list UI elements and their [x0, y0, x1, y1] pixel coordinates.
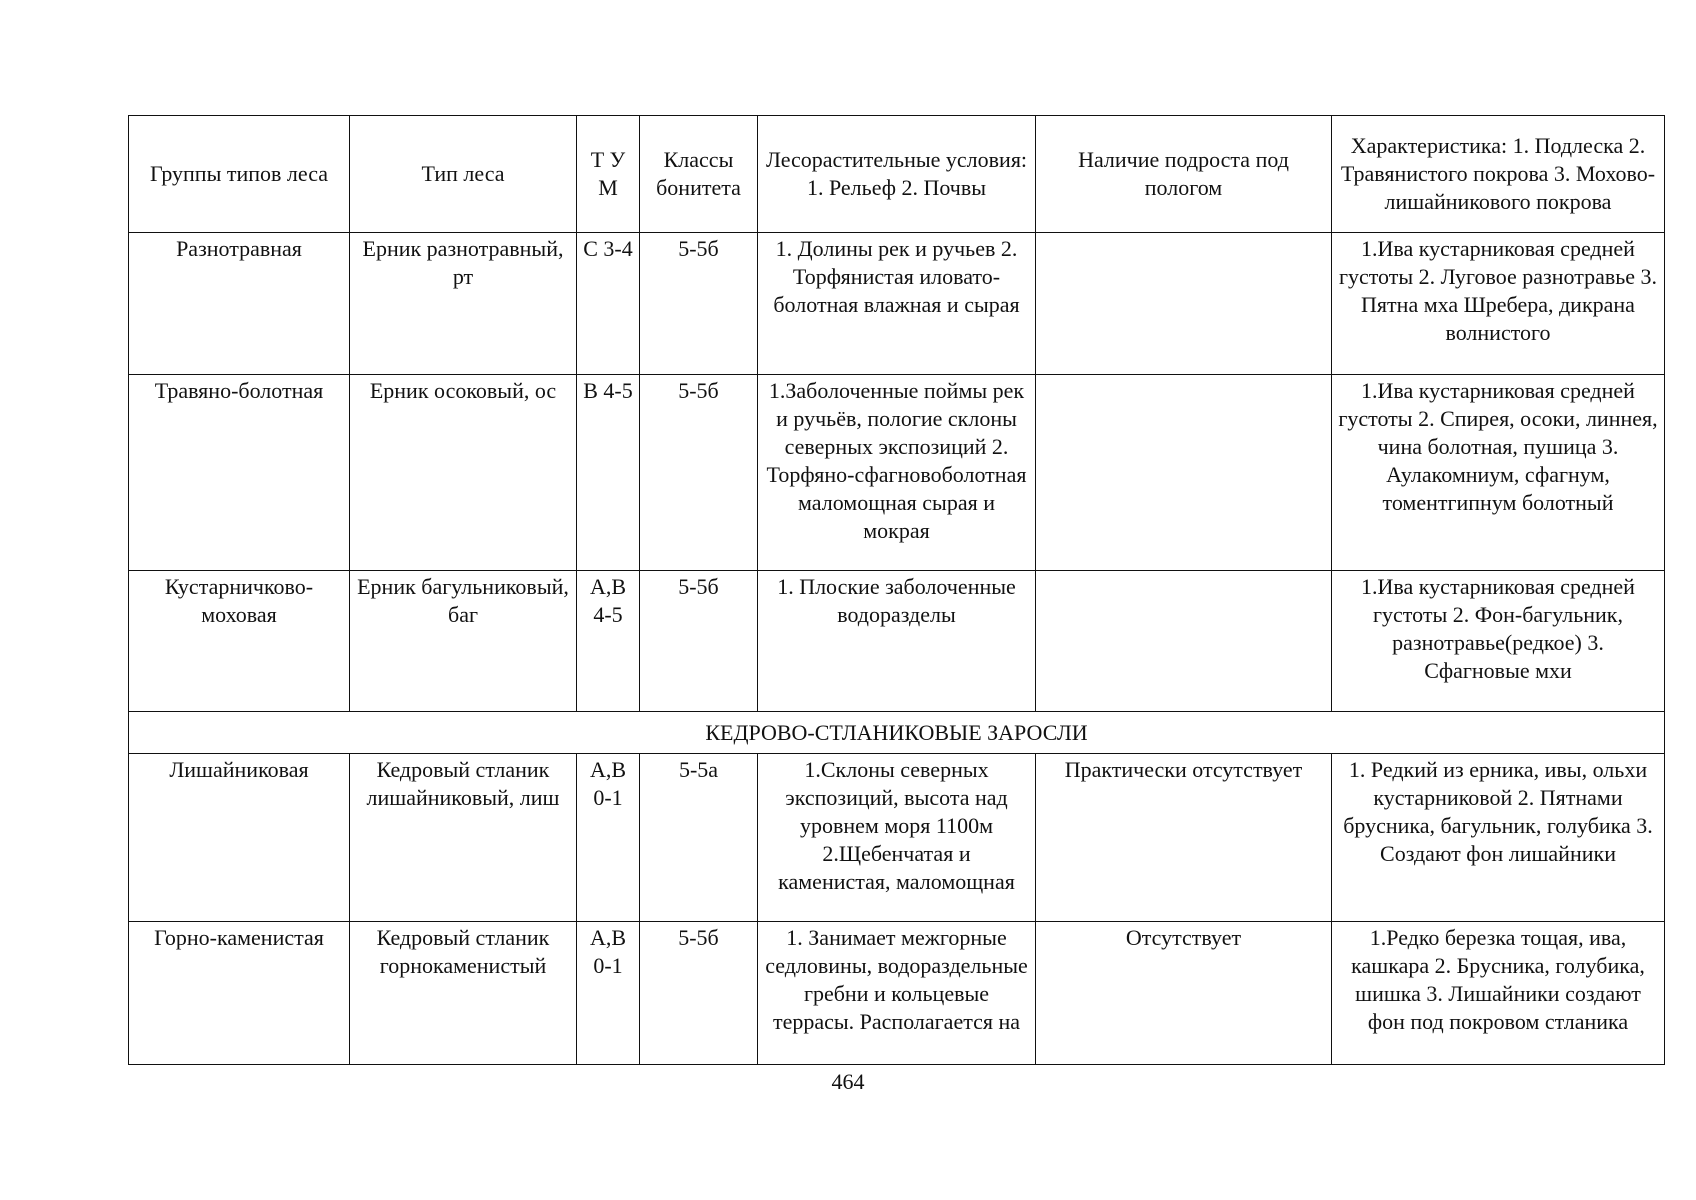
cell-tum: А,В 4-5: [577, 571, 640, 712]
cell-class: 5-5б: [640, 375, 758, 571]
cell-undergrowth: [1036, 375, 1332, 571]
cell-type: Ерник багульниковый, баг: [350, 571, 577, 712]
cell-group: Травяно-болотная: [129, 375, 350, 571]
section-title: КЕДРОВО-СТЛАНИКОВЫЕ ЗАРОСЛИ: [129, 712, 1665, 754]
cell-class: 5-5а: [640, 754, 758, 922]
cell-tum: С 3-4: [577, 233, 640, 375]
cell-class: 5-5б: [640, 922, 758, 1065]
cell-characteristic: 1. Редкий из ерника, ивы, ольхи кустарниковой 2. Пятнами брусника, багульник, голубика 3. Создают фон лишайники: [1332, 754, 1665, 922]
table-row: [129, 754, 1665, 922]
header-undergrowth: Наличие подроста под пологом: [1036, 116, 1332, 233]
header-forest-type: Тип леса: [350, 116, 577, 233]
section-row: [129, 712, 1665, 754]
cell-class: 5-5б: [640, 233, 758, 375]
cell-undergrowth: [1036, 571, 1332, 712]
cell-characteristic: 1.Ива кустарниковая средней густоты 2. Спирея, осоки, линнея, чина болотная, пушица 3. Аулакомниум, сфагнум, томентгипнум болотный: [1332, 375, 1665, 571]
header-forest-group: Группы типов леса: [129, 116, 350, 233]
cell-tum: В 4-5: [577, 375, 640, 571]
cell-tum: А,В 0-1: [577, 754, 640, 922]
cell-group: Кустарничково-моховая: [129, 571, 350, 712]
cell-conditions: 1. Плоские заболоченные водоразделы: [758, 571, 1036, 712]
table-row: [129, 571, 1665, 712]
header-growing-conditions: Лесорастительные условия: 1. Рельеф 2. Почвы: [758, 116, 1036, 233]
table-row: [129, 922, 1665, 1065]
cell-type: Ерник осоковый, ос: [350, 375, 577, 571]
cell-type: Ерник разнотравный, рт: [350, 233, 577, 375]
header-bonitet-class: Классы бонитета: [640, 116, 758, 233]
cell-characteristic: 1.Ива кустарниковая средней густоты 2. Фон-багульник, разнотравье(редкое) 3. Сфагновые мхи: [1332, 571, 1665, 712]
cell-type: Кедровый стланик лишайниковый, лиш: [350, 754, 577, 922]
table-header-row: [129, 116, 1665, 233]
cell-undergrowth: [1036, 233, 1332, 375]
cell-group: Разнотравная: [129, 233, 350, 375]
forest-types-table: [128, 115, 1665, 1065]
table-row: [129, 375, 1665, 571]
cell-tum: А,В 0-1: [577, 922, 640, 1065]
cell-characteristic: 1.Ива кустарниковая средней густоты 2. Луговое разнотравье 3. Пятна мха Шребера, дикрана волнистого: [1332, 233, 1665, 375]
header-characteristic: Характеристика: 1. Подлеска 2. Травянистого покрова 3. Мохово-лишайникового покрова: [1332, 116, 1665, 233]
cell-group: Лишайниковая: [129, 754, 350, 922]
cell-group: Горно-каменистая: [129, 922, 350, 1065]
cell-undergrowth: Практически отсутствует: [1036, 754, 1332, 922]
page-number: 464: [831, 1069, 865, 1094]
cell-undergrowth: Отсутствует: [1036, 922, 1332, 1065]
header-tum: Т У М: [577, 116, 640, 233]
cell-conditions: 1. Занимает межгорные седловины, водораздельные гребни и кольцевые террасы. Располагается на: [758, 922, 1036, 1065]
cell-conditions: 1.Заболоченные поймы рек и ручьёв, пологие склоны северных экспозиций 2. Торфяно-сфагновоболотная маломощная сырая и мокрая: [758, 375, 1036, 571]
table-row: [129, 233, 1665, 375]
cell-conditions: 1. Долины рек и ручьев 2. Торфянистая иловато-болотная влажная и сырая: [758, 233, 1036, 375]
cell-class: 5-5б: [640, 571, 758, 712]
cell-type: Кедровый стланик горнокаменистый: [350, 922, 577, 1065]
cell-conditions: 1.Склоны северных экспозиций, высота над уровнем моря 1100м 2.Щебенчатая и каменистая, маломощная: [758, 754, 1036, 922]
cell-characteristic: 1.Редко березка тощая, ива, кашкара 2. Брусника, голубика, шишка 3. Лишайники создают фон под покровом стланика: [1332, 922, 1665, 1065]
